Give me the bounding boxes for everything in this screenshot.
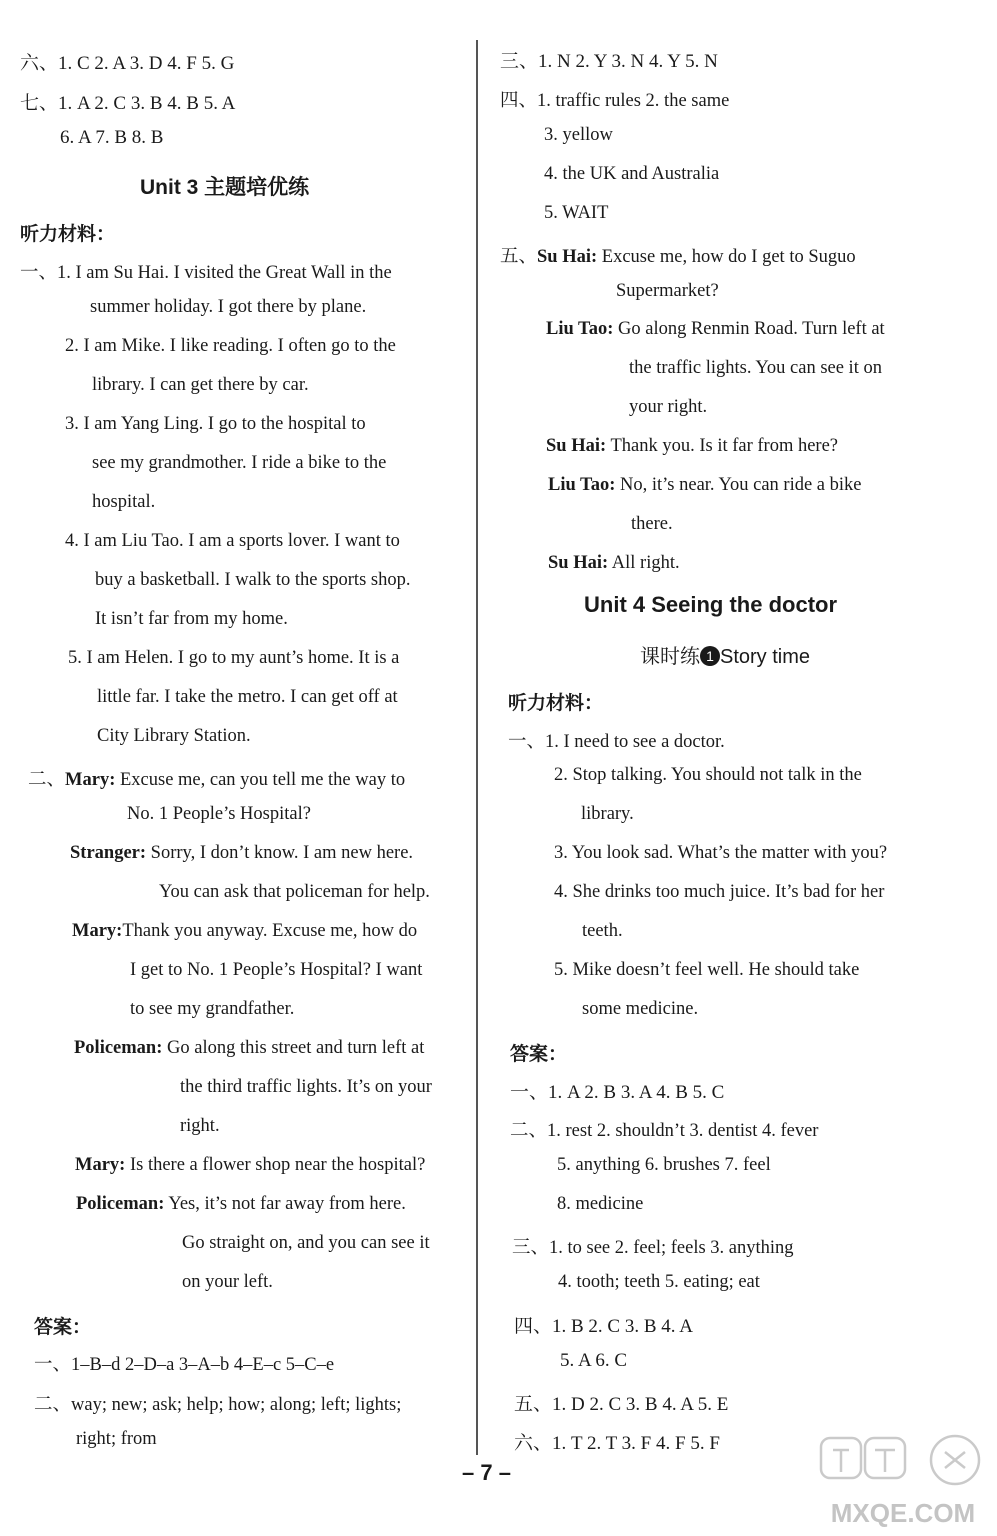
dialogue-text: Yes, it’s not far away from here. [168,1194,406,1214]
speaker-mary: Mary: [65,770,116,790]
answer-r-5: 五、1. D 2. C 3. B 4. A 5. E [514,1394,729,1415]
dialogue-text: Excuse me, how do I get to Suguo [601,247,856,267]
dialogue-line-4-cont2: right. [180,1116,220,1136]
dialogue-text: Thank you anyway. Excuse me, how do [122,921,418,941]
dialogue-r-2-cont2: your right. [629,397,708,417]
watermark-logo [815,1430,991,1530]
answer-line-4-4: 4. the UK and Australia [544,164,720,184]
answer-fill-cont: right; from [76,1429,157,1449]
answer-line-4: 四、1. traffic rules 2. the same [500,91,730,111]
dialogue-text: Excuse me, can you tell me the way to [119,770,406,790]
dialogue-r-5 [548,553,680,574]
speaker-policeman: Policeman: [74,1038,163,1058]
answer-matching: 一、1–B–d 2–D–a 3–A–b 4–E–c 5–C–e [34,1355,335,1375]
dialogue-text: Is there a flower shop near the hospital? [129,1155,426,1175]
answer-r-2-cont: 5. anything 6. brushes 7. feel [557,1155,771,1175]
lesson-prefix: 课时练 [640,646,700,668]
listening-item-4-cont: buy a basketball. I walk to the sports shop. [95,570,411,590]
speaker-policeman: Policeman: [76,1194,165,1214]
unit3-title: Unit 3 主题培优练 [140,176,310,199]
lesson-name: Story time [720,646,811,668]
lesson-title [640,640,810,669]
listening-r-4-cont: teeth. [582,921,623,941]
speaker-mary: Mary: [72,921,123,941]
speaker-stranger: Stranger: [70,843,147,863]
listening-item-4: 4. I am Liu Tao. I am a sports lover. I want to [65,531,400,551]
speaker-liutao: Liu Tao: [548,475,616,495]
listening-item-5-cont2: City Library Station. [97,726,251,746]
answer-r-1: 一、1. A 2. B 3. A 4. B 5. C [510,1082,725,1103]
dialogue-line-4 [74,1038,424,1059]
page-number: – 7 – [462,1460,511,1485]
dialogue-r-1 [500,242,856,268]
answer-line-7b: 6. A 7. B 8. B [60,127,164,148]
dialogue-line-2-cont: You can ask that policeman for help. [159,882,430,902]
dialogue-text: No, it’s near. You can ride a bike [620,475,862,495]
dialogue-r-1-cont: Supermarket? [616,281,719,301]
section-marker: 五、 [500,247,538,267]
answers-label-left: 答案： [34,1316,92,1338]
section-marker: 二、 [28,770,66,790]
dialogue-r-4 [548,475,862,496]
listening-item-3: 3. I am Yang Ling. I go to the hospital to [65,414,366,434]
dialogue-r-4-cont: there. [631,514,673,534]
dialogue-line-4-cont: the third traffic lights. It’s on your [180,1077,432,1097]
dialogue-r-2-cont: the traffic lights. You can see it on [629,358,882,378]
listening-r-2: 2. Stop talking. You should not talk in the [554,765,862,785]
dialogue-line-5 [75,1155,425,1176]
dialogue-text: Thank you. Is it far from here? [610,436,839,456]
listening-item-2: 2. I am Mike. I like reading. I often go to the [65,336,396,356]
listening-item-3-cont2: hospital. [92,492,156,512]
listening-r-4: 4. She drinks too much juice. It’s bad for her [554,882,885,902]
answer-line-6: 六、1. C 2. A 3. D 4. F 5. G [20,53,235,74]
speaker-suhai: Su Hai: [546,436,607,456]
answer-r-3-cont: 4. tooth; teeth 5. eating; eat [558,1272,760,1292]
listening-r-1: 一、1. I need to see a doctor. [508,732,725,752]
unit4-title: Unit 4 Seeing the doctor [584,592,838,617]
dialogue-line-3 [72,921,417,942]
speaker-suhai: Su Hai: [548,553,609,573]
dialogue-line-1-cont: No. 1 People’s Hospital? [127,804,311,824]
dialogue-text: Go along Renmin Road. Turn left at [618,319,885,339]
answer-r-4: 四、1. B 2. C 3. B 4. A [514,1316,693,1337]
answer-line-4-3: 3. yellow [544,125,613,145]
answer-r-2-cont2: 8. medicine [557,1194,644,1214]
answer-line-3: 三、1. N 2. Y 3. N 4. Y 5. N [500,51,718,72]
listening-item-3-cont: see my grandmother. I ride a bike to the [92,453,387,473]
lesson-number-badge: 1 [700,646,720,666]
listening-item-4-cont2: It isn’t far from my home. [95,609,288,629]
listening-item-5-cont: little far. I take the metro. I can get off at [97,687,398,707]
answer-fill: 二、way; new; ask; help; how; along; left; lights; [34,1395,402,1415]
listening-label-right: 听力材料： [508,692,604,714]
dialogue-r-3 [546,436,838,457]
dialogue-line-2 [70,843,413,864]
listening-item-5: 5. I am Helen. I go to my aunt’s home. It is a [68,648,400,668]
listening-r-5-cont: some medicine. [582,999,699,1019]
dialogue-text: Go along this street and turn left at [167,1038,425,1058]
answer-line-7a: 七、1. A 2. C 3. B 4. B 5. A [20,93,236,114]
dialogue-text: All right. [611,553,680,573]
speaker-suhai: Su Hai: [537,247,598,267]
answer-r-6: 六、1. T 2. T 3. F 4. F 5. F [514,1433,720,1454]
dialogue-line-6-cont: Go straight on, and you can see it [182,1233,430,1253]
dialogue-text: Sorry, I don’t know. I am new here. [150,843,414,863]
dialogue-line-6 [76,1194,406,1215]
listening-item-1-cont: summer holiday. I got there by plane. [90,297,367,317]
dialogue-r-2 [546,319,885,340]
answer-r-2: 二、1. rest 2. shouldn’t 3. dentist 4. fever [510,1121,819,1141]
answer-r-3: 三、1. to see 2. feel; feels 3. anything [512,1238,794,1258]
answer-r-4-cont: 5. A 6. C [560,1350,628,1371]
listening-label-left: 听力材料： [20,223,116,245]
answer-line-4-5: 5. WAIT [544,203,609,223]
listening-item-1: 一、1. I am Su Hai. I visited the Great Wall in the [20,263,392,283]
watermark-text: MXQE.COM [830,1498,976,1528]
dialogue-line-1 [28,765,405,791]
answers-label-right: 答案： [510,1043,568,1065]
dialogue-line-6-cont2: on your left. [182,1272,273,1292]
dialogue-line-3-cont: I get to No. 1 People’s Hospital? I want [130,960,423,980]
listening-r-5: 5. Mike doesn’t feel well. He should take [554,960,860,980]
listening-r-2-cont: library. [581,804,634,824]
speaker-liutao: Liu Tao: [546,319,614,339]
listening-r-3: 3. You look sad. What’s the matter with you? [554,843,888,863]
column-divider [476,40,478,1455]
dialogue-line-3-cont2: to see my grandfather. [130,999,295,1019]
speaker-mary: Mary: [75,1155,126,1175]
listening-item-2-cont: library. I can get there by car. [92,375,309,395]
